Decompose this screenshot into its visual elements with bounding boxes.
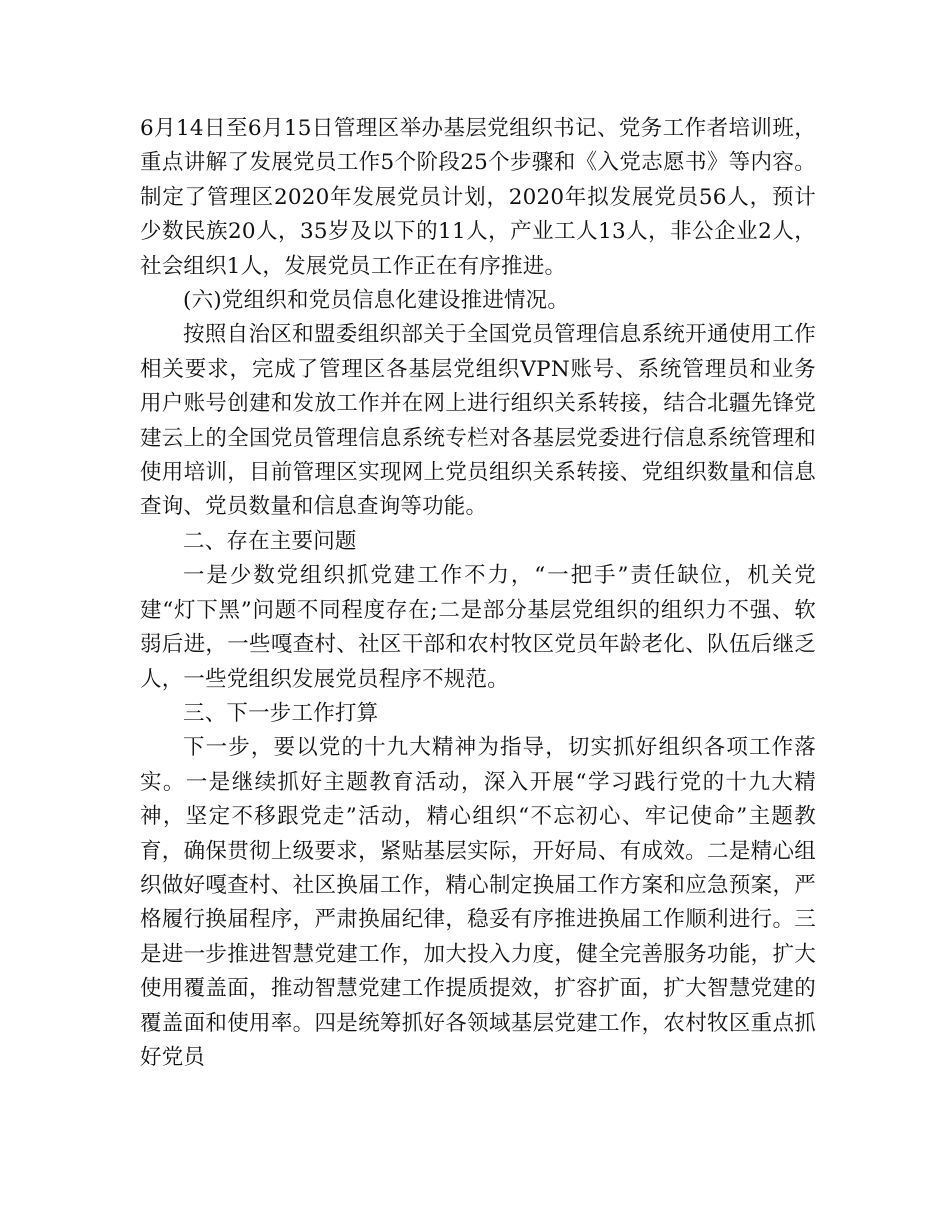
document-page	[140, 112, 816, 1075]
paragraph-informatization: 按照自治区和盟委组织部关于全国党员管理信息系统开通使用工作相关要求，完成了管理区各基层党组织VPN账号、系统管理员和业务用户账号创建和发放工作并在网上进行组织关系转接，结合北疆先锋党建云上的全国党员管理信息系统专栏对各基层党委进行信息系统管理和使用培训，目前管理区实现网上党员组织关系转接、党组织数量和信息查询、党员数量和信息查询等功能。	[140, 322, 816, 520]
paragraph-training: 6月14日至6月15日管理区举办基层党组织书记、党务工作者培训班，重点讲解了发展党员工作5个阶段25个步骤和《入党志愿书》等内容。制定了管理区2020年发展党员计划，2020年拟发展党员56人，预计少数民族20人，35岁及以下的11人，产业工人13人，非公企业2人，社会组织1人，发展党员工作正在有序推进。	[140, 116, 816, 279]
heading-problems: 二、存在主要问题	[183, 528, 357, 554]
heading-next-steps: 三、下一步工作打算	[183, 700, 379, 726]
heading-informatization: (六)党组织和党员信息化建设推进情况。	[183, 288, 570, 314]
paragraph-next-steps: 下一步，要以党的十九大精神为指导，切实抓好组织各项工作落实。一是继续抓好主题教育活动，深入开展“学习践行党的十九大精神，坚定不移跟党走”活动，精心组织“不忘初心、牢记使命”主题教育，确保贯彻上级要求，紧贴基层实际，开好局、有成效。二是精心组织做好嘎查村、社区换届工作，精心制定换届工作方案和应急预案，严格履行换届程序，严肃换届纪律，稳妥有序推进换届工作顺利进行。三是进一步推进智慧党建工作，加大投入力度，健全完善服务功能，扩大使用覆盖面，推动智慧党建工作提质提效，扩容扩面，扩大智慧党建的覆盖面和使用率。四是统筹抓好各领域基层党建工作，农村牧区重点抓好党员	[140, 735, 816, 1070]
paragraph-problems: 一是少数党组织抓党建工作不力，“一把手”责任缺位，机关党建“灯下黑”问题不同程度存在;二是部分基层党组织的组织力不强、软弱后进，一些嘎查村、社区干部和农村牧区党员年龄老化、队伍后继乏人，一些党组织发展党员程序不规范。	[140, 563, 816, 692]
